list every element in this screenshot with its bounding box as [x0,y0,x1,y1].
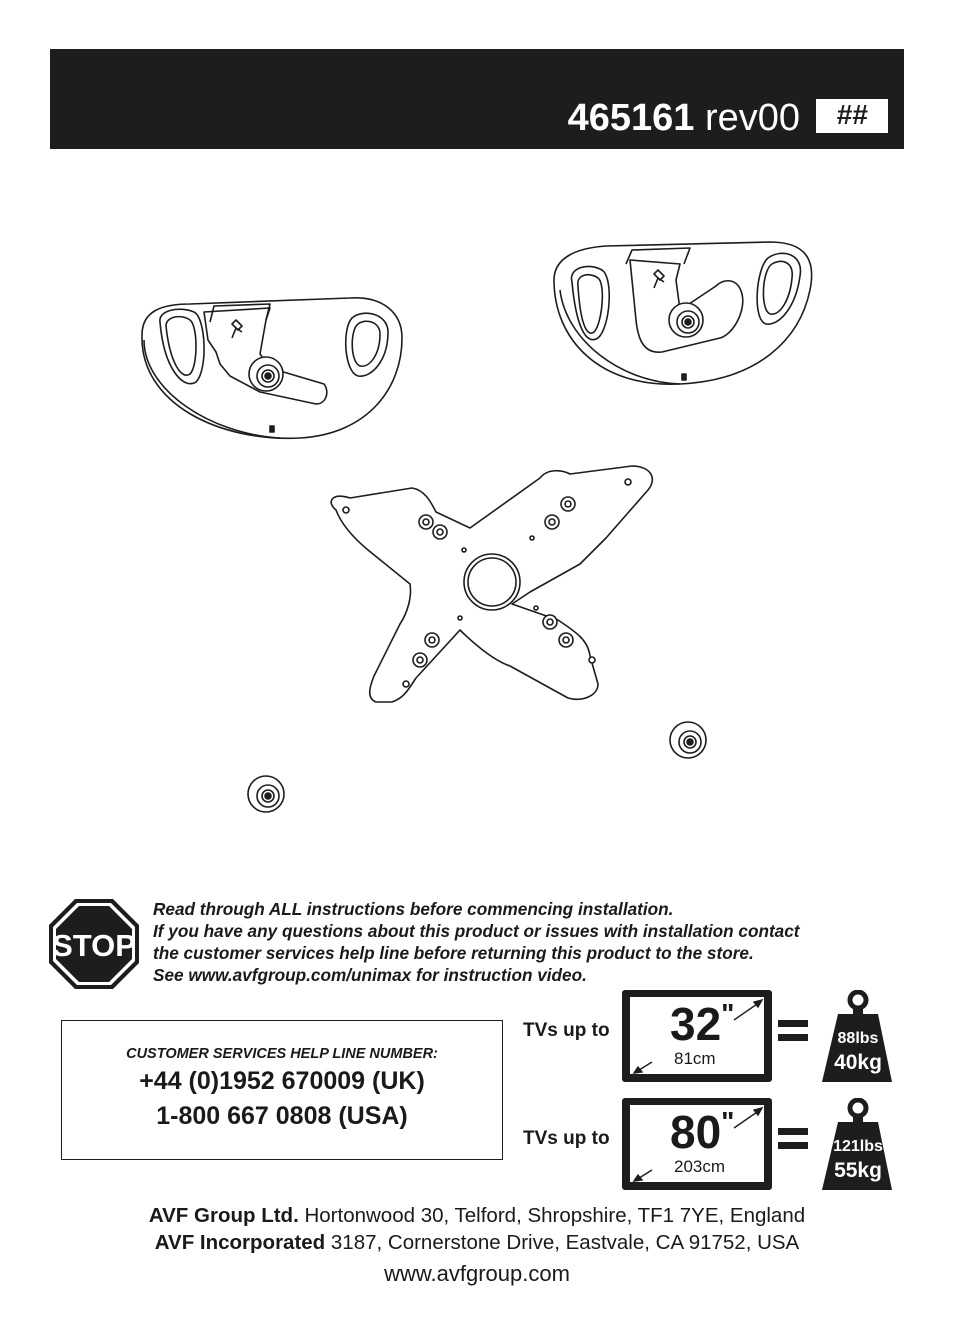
tv-size-cm: 203cm [674,1157,726,1176]
equals-icon [778,1020,808,1048]
weight-lbs: 88lbs [837,1030,879,1047]
product-code: 465161 [567,97,695,139]
helpline-usa: 1-800 667 0808 (USA) [156,1102,408,1130]
capacity-row [520,1098,900,1198]
helpline-label: CUSTOMER SERVICES HELP LINE NUMBER: [126,1046,438,1062]
weight-kg: 55kg [834,1159,882,1182]
revision: rev00 [704,97,800,139]
diagonal-arrow-icon [622,990,772,1082]
hash-mark: ## [816,99,888,133]
tv-size-cm: 81cm [674,1049,716,1068]
warning-line: See www.avfgroup.com/unimax for instruction video. [153,965,587,985]
equals-icon [778,1128,808,1156]
parts-illustration [120,220,840,840]
warning-line: If you have any questions about this product or issues with installation contact [153,921,800,941]
weight-kg: 40kg [834,1051,882,1074]
diagonal-arrow-icon [622,1098,772,1190]
website-link[interactable]: www.avfgroup.com [384,1261,570,1286]
tv-size-inches: 80" [670,1106,735,1158]
document-code [568,96,800,140]
us-company: AVF Incorporated [154,1231,326,1254]
helpline-box [61,1020,503,1160]
knob-icon [670,722,706,758]
tv-size-inches: 32" [670,998,735,1050]
us-address [0,1231,954,1255]
uk-company: AVF Group Ltd. [148,1204,299,1227]
warning-line: Read through ALL instructions before commencing installation. [153,899,674,919]
right-bracket-icon [554,242,812,384]
warning-line: the customer services help line before returning this product to the store. [153,943,754,963]
left-bracket-icon [142,298,402,438]
uk-address-text: Hortonwood 30, Telford, Shropshire, TF1 7YE, England [298,1204,806,1227]
capacity-label: TVs up to [523,1020,610,1041]
capacity-label: TVs up to [523,1128,610,1149]
capacity-row [520,990,900,1090]
knob-icon [248,776,284,812]
tv-icon [622,990,772,1082]
us-address-text: 3187, Cornerstone Drive, Eastvale, CA 91752, USA [325,1231,800,1254]
stop-sign-icon [48,898,140,990]
uk-address [0,1204,954,1228]
weight-lbs: 121lbs [833,1138,883,1155]
cross-plate-icon [331,466,652,702]
header-bar [50,49,904,149]
stop-sign-label: STOP [52,928,136,963]
helpline-uk: +44 (0)1952 670009 (UK) [139,1067,425,1095]
tv-icon [622,1098,772,1190]
warning-text [153,898,913,986]
